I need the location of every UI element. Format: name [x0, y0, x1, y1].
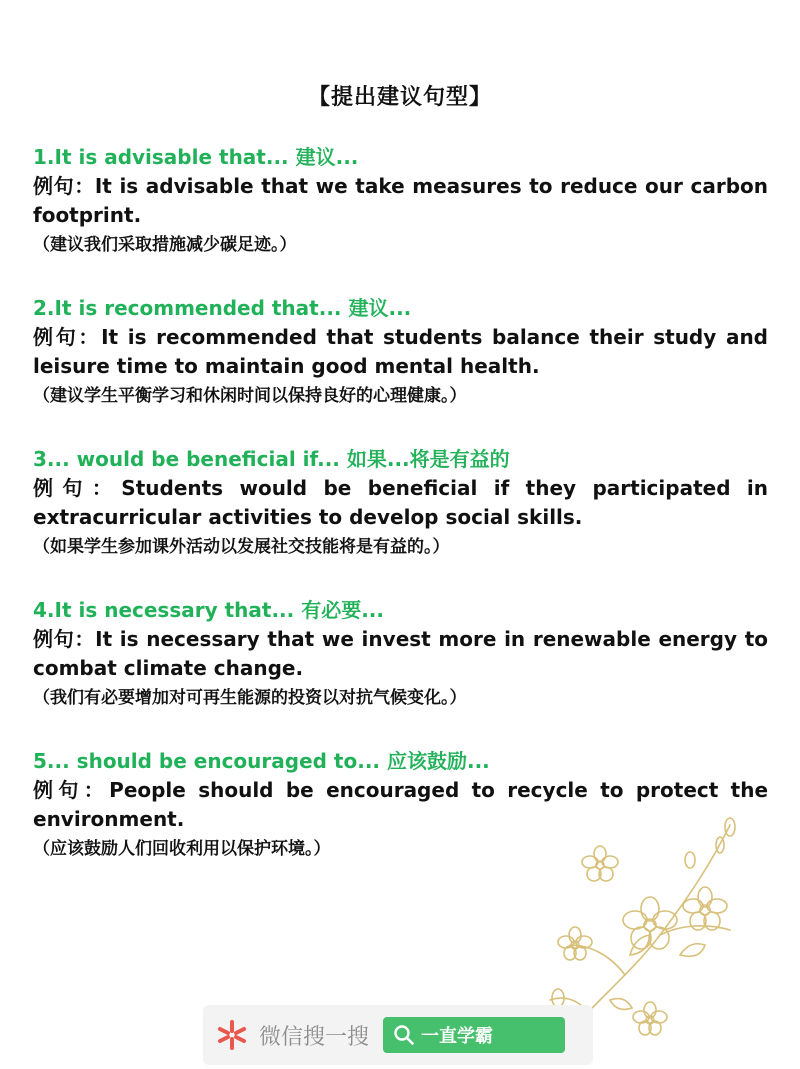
- pattern-heading: 4.It is necessary that... 有必要...: [33, 598, 384, 622]
- example-text: Students would be beneficial if they participated in extracurricular activities to develop social skills.: [33, 476, 769, 529]
- pattern-section-4: [33, 595, 768, 713]
- pattern-heading: 1.It is advisable that... 建议...: [33, 145, 359, 169]
- example-label: 例句：: [33, 778, 110, 802]
- example-label: 例句：: [33, 627, 96, 651]
- search-icon: [393, 1024, 415, 1046]
- example-sentence: [33, 625, 768, 683]
- example-sentence: [33, 172, 768, 230]
- example-label: 例句：: [33, 476, 122, 500]
- example-text: People should be encouraged to recycle to protect the environment.: [33, 778, 769, 831]
- example-label: 例句：: [33, 325, 102, 349]
- pattern-heading: 5... should be encouraged to... 应该鼓励...: [33, 749, 490, 773]
- wechat-search-bar[interactable]: [203, 1005, 593, 1065]
- translation: （我们有必要增加对可再生能源的投资以对抗气候变化。）: [33, 688, 467, 708]
- pattern-heading: 3... would be beneficial if... 如果...将是有益的: [33, 447, 510, 471]
- example-sentence: [33, 474, 768, 532]
- pattern-section-2: [33, 293, 768, 411]
- translation: （建议我们采取措施减少碳足迹。）: [33, 235, 297, 255]
- example-text: It is advisable that we take measures to reduce our carbon footprint.: [33, 174, 768, 227]
- example-text: It is necessary that we invest more in renewable energy to combat climate change.: [33, 627, 768, 680]
- translation: （如果学生参加课外活动以发展社交技能将是有益的。）: [33, 537, 450, 557]
- pattern-section-3: [33, 444, 768, 562]
- pattern-section-1: [33, 142, 768, 260]
- search-query-button[interactable]: [383, 1017, 565, 1053]
- pattern-heading: 2.It is recommended that... 建议...: [33, 296, 412, 320]
- example-label: 例句：: [33, 174, 95, 198]
- translation: （建议学生平衡学习和休闲时间以保持良好的心理健康。）: [33, 386, 467, 406]
- sentence-pattern-list: [33, 142, 768, 897]
- example-text: It is recommended that students balance their study and leisure time to maintain good mental health.: [33, 325, 768, 378]
- translation: （应该鼓励人们回收利用以保护环境。）: [33, 839, 331, 859]
- search-query-text: 一直学霸: [421, 1026, 494, 1047]
- example-sentence: [33, 323, 768, 381]
- search-label: 微信搜一搜: [259, 1024, 370, 1050]
- wechat-search-logo-icon: [215, 1018, 249, 1052]
- page-title: 【提出建议句型】: [307, 85, 492, 110]
